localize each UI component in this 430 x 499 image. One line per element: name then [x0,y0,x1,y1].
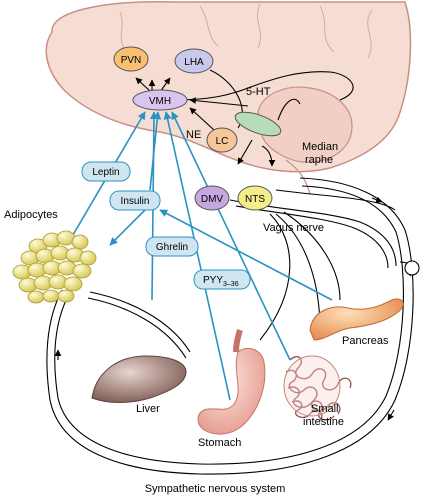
node-lc [207,128,237,152]
sympathetic-ganglion [405,261,419,275]
dmv-label: DMV [200,194,224,205]
median-raphe-label-line1: Median [302,141,339,153]
hormone-insulin [110,191,160,210]
adipocytes [13,231,96,303]
pyy-subscript-text: 3–36 [223,281,239,288]
median-raphe-label-line2: raphe [305,154,334,166]
sympathetic-nervous-system-label: Sympathetic nervous system [144,483,286,495]
hormone-ghrelin [146,237,198,256]
pancreas-organ [310,299,403,340]
pancreas-label: Pancreas [342,335,389,347]
leptin-label: Leptin [92,167,120,178]
hormone-pyy [194,270,250,289]
vmh-label: VMH [148,96,172,107]
node-pvn [114,47,148,71]
serotonin-label: 5-HT [246,86,271,98]
lc-label: LC [215,136,229,147]
adipocytes-label: Adipocytes [4,209,58,221]
esophagus [236,330,240,352]
ne-label: NE [186,129,202,141]
vagus-nerve-label: Vagus nerve [263,222,324,234]
liver-label: Liver [136,403,160,415]
small-intestine-label-line2: intestine [303,416,344,428]
node-nts [238,186,272,210]
insulin-to-adipocytes-arrow [110,205,150,245]
vagus-line-2 [236,206,388,268]
small-intestine-label-line1: Small [311,403,339,415]
node-vmh [133,90,187,110]
pvn-label: PVN [120,55,142,66]
nts-label: NTS [245,194,265,205]
pyy-main-text: PYY [203,275,224,286]
node-dmv [195,186,229,210]
lha-label: LHA [184,57,204,68]
ghrelin-label: Ghrelin [155,242,189,253]
liver-organ [92,356,186,403]
stomach-label: Stomach [198,437,242,449]
hormone-leptin [82,162,130,181]
insulin-label: Insulin [120,196,150,207]
node-lha [175,49,213,73]
stomach-organ [198,348,265,434]
